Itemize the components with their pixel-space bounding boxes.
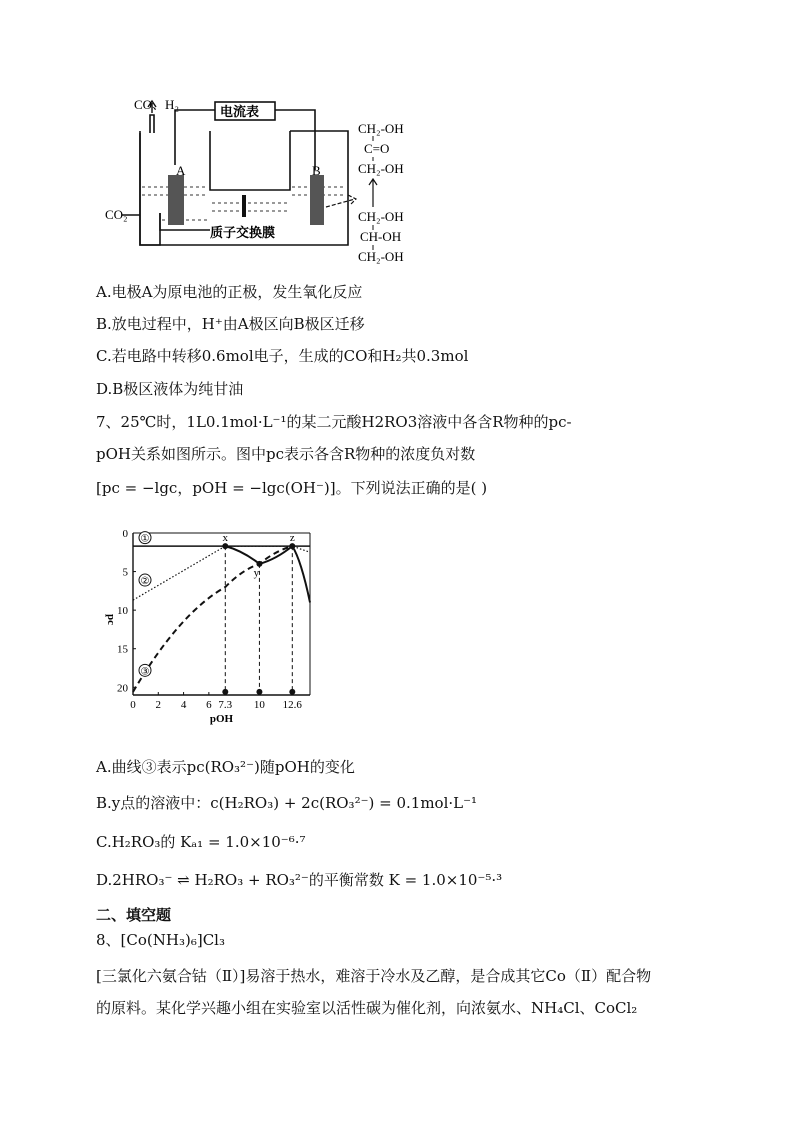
section-heading: 二、填空题: [96, 906, 172, 924]
point-label: y: [253, 566, 260, 579]
q6-option-a: A.电极A为原电池的正极，发生氧化反应: [96, 283, 363, 301]
series-line: [133, 546, 292, 692]
pc-poh-chart: [100, 525, 330, 745]
series-label: ①: [140, 533, 150, 545]
point-label: x: [222, 532, 229, 545]
y-tick-label: 15: [117, 643, 128, 656]
q7-option-a: A.曲线③表示pc(RO₃²⁻)随pOH的变化: [96, 758, 355, 776]
q6-option-b: B.放电过程中，H⁺由A极区向B极区迁移: [96, 315, 365, 333]
x-tick-label: 4: [180, 699, 187, 711]
y-tick-label: 20: [117, 682, 128, 695]
gas-in-label: CO₂: [105, 207, 128, 222]
reactant-line-2: CH-OH: [360, 229, 402, 244]
membrane-label: 质子交换膜: [210, 225, 276, 240]
x-tick-label: 12.6: [282, 699, 302, 711]
electrode-b-label: B: [312, 163, 321, 178]
product-line-3: CH₂-OH: [358, 161, 404, 176]
series-label: ③: [140, 666, 150, 678]
series-line: [133, 546, 310, 600]
q8-text-1: [三氯化六氨合钴（Ⅱ）]易溶于热水，难溶于冷水及乙醇，是合成其它Co（Ⅱ）配合物: [96, 967, 652, 985]
axis-point: [222, 689, 228, 695]
axis-point: [256, 689, 262, 695]
x-axis-label: pOH: [209, 713, 234, 725]
x-tick-label: 10: [253, 699, 265, 711]
reactant-line-1: CH₂-OH: [358, 209, 404, 224]
x-tick-label: 2: [155, 699, 162, 711]
reactant-line-3: CH₂-OH: [358, 249, 404, 264]
q7-option-d: D.2HRO₃⁻ ⇌ H₂RO₃ + RO₃²⁻的平衡常数 K = 1.0×10⁻⁵·³: [96, 871, 503, 889]
y-axis-label: pc: [105, 614, 117, 625]
y-tick-label: 10: [117, 605, 128, 618]
point-label: z: [289, 532, 295, 545]
electrode-a-label: A: [176, 163, 186, 178]
y-tick-label: 0: [122, 528, 128, 540]
x-tick-label: 0: [130, 699, 136, 711]
q7-stem-3: [pc = −lgc，pOH = −lgc(OH⁻)]。下列说法正确的是( ): [96, 479, 488, 497]
q8-title: 8、[Co(NH₃)₆]Cl₃: [96, 931, 225, 949]
q7-option-c: C.H₂RO₃的 Kₐ₁ = 1.0×10⁻⁶·⁷: [96, 833, 306, 851]
q7-option-b: B.y点的溶液中：c(H₂RO₃) + 2c(RO₃²⁻) = 0.1mol·L⁻¹: [96, 794, 478, 812]
series-label: ②: [140, 576, 150, 588]
q7-stem-2: pOH关系如图所示。图中pc表示各含R物种的浓度负对数: [96, 445, 476, 463]
cell-diagram: [100, 95, 430, 275]
meter-label: 电流表: [220, 104, 260, 119]
q8-text-2: 的原料。某化学兴趣小组在实验室以活性碳为催化剂，向浓氨水、NH₄Cl、CoCl₂: [96, 999, 638, 1017]
series-line: [225, 546, 310, 602]
product-line-1: CH₂-OH: [358, 121, 404, 136]
gas-out-label: CO、H₂: [134, 97, 179, 112]
axis-point: [289, 689, 295, 695]
q6-option-d: D.B极区液体为纯甘油: [96, 380, 244, 398]
q6-option-c: C.若电路中转移0.6mol电子，生成的CO和H₂共0.3mol: [96, 347, 469, 365]
x-tick-label: 7.3: [218, 699, 233, 711]
product-line-2: C=O: [364, 141, 390, 156]
q7-stem-1: 7、25℃时，1L0.1mol·L⁻¹的某二元酸H2RO3溶液中各含R物种的pc-: [96, 413, 572, 431]
y-tick-label: 5: [122, 566, 128, 579]
x-tick-label: 6: [206, 699, 212, 711]
